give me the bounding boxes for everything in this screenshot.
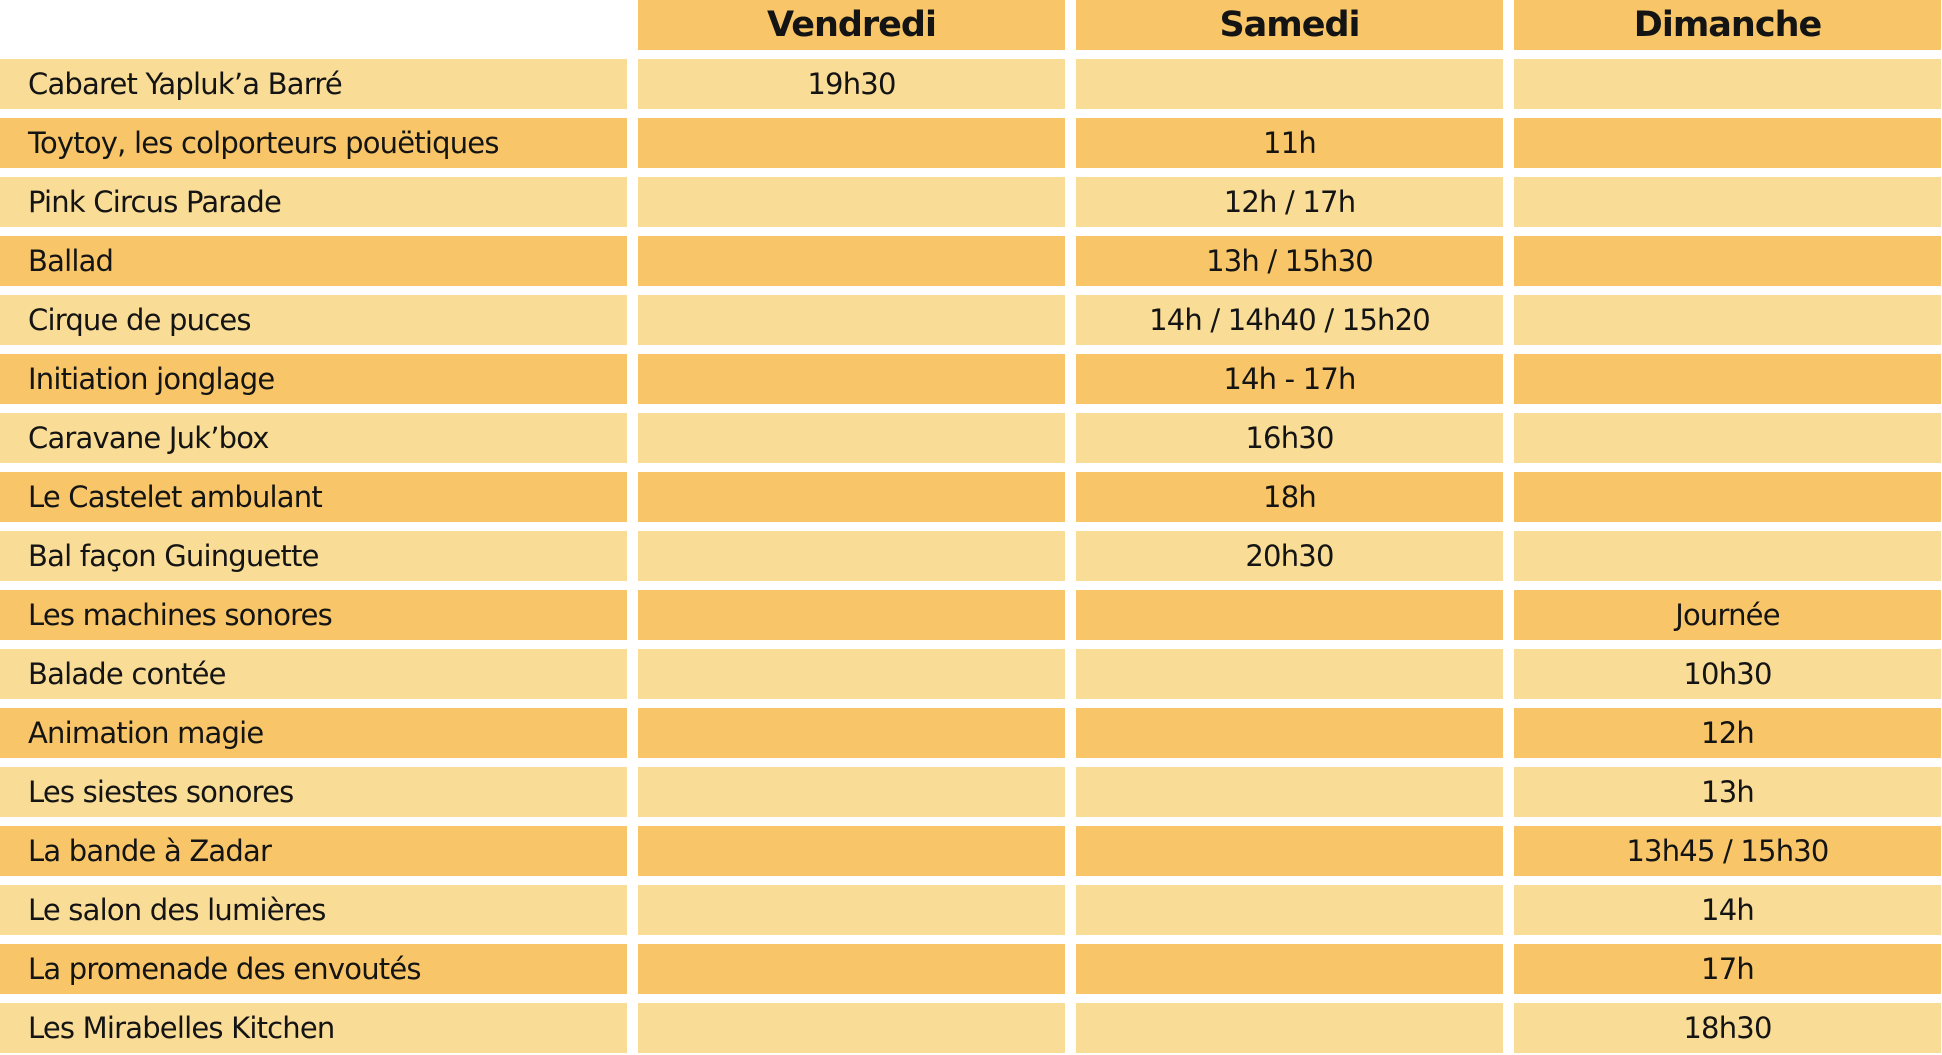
event-time-friday: 19h30 bbox=[638, 59, 1065, 109]
event-time-sunday bbox=[1514, 118, 1941, 168]
event-name: Cabaret Yapluk’a Barré bbox=[0, 59, 627, 109]
event-name: La bande à Zadar bbox=[0, 826, 627, 876]
header-day-sunday: Dimanche bbox=[1514, 0, 1941, 50]
event-time-saturday: 18h bbox=[1076, 472, 1503, 522]
header-day-saturday: Samedi bbox=[1076, 0, 1503, 50]
event-time-friday bbox=[638, 295, 1065, 345]
event-name: Cirque de puces bbox=[0, 295, 627, 345]
event-time-sunday: 12h bbox=[1514, 708, 1941, 758]
event-name: Pink Circus Parade bbox=[0, 177, 627, 227]
event-name: Le salon des lumières bbox=[0, 885, 627, 935]
event-name: Animation magie bbox=[0, 708, 627, 758]
event-time-sunday: 14h bbox=[1514, 885, 1941, 935]
event-time-friday bbox=[638, 236, 1065, 286]
event-time-sunday bbox=[1514, 236, 1941, 286]
event-name: Ballad bbox=[0, 236, 627, 286]
event-time-friday bbox=[638, 118, 1065, 168]
event-name: Le Castelet ambulant bbox=[0, 472, 627, 522]
event-time-sunday: 10h30 bbox=[1514, 649, 1941, 699]
event-time-saturday bbox=[1076, 885, 1503, 935]
event-name: Balade contée bbox=[0, 649, 627, 699]
event-time-sunday bbox=[1514, 354, 1941, 404]
event-time-friday bbox=[638, 885, 1065, 935]
event-time-saturday bbox=[1076, 826, 1503, 876]
event-time-sunday bbox=[1514, 295, 1941, 345]
event-time-friday bbox=[638, 472, 1065, 522]
event-time-sunday bbox=[1514, 531, 1941, 581]
event-name: Bal façon Guinguette bbox=[0, 531, 627, 581]
event-time-friday bbox=[638, 708, 1065, 758]
header-corner-cell bbox=[0, 0, 627, 50]
event-time-saturday: 20h30 bbox=[1076, 531, 1503, 581]
event-time-friday bbox=[638, 531, 1065, 581]
event-time-friday bbox=[638, 590, 1065, 640]
event-name: Initiation jonglage bbox=[0, 354, 627, 404]
event-time-saturday bbox=[1076, 649, 1503, 699]
event-time-saturday: 16h30 bbox=[1076, 413, 1503, 463]
event-time-saturday bbox=[1076, 708, 1503, 758]
header-day-friday: Vendredi bbox=[638, 0, 1065, 50]
event-time-friday bbox=[638, 826, 1065, 876]
event-time-sunday bbox=[1514, 177, 1941, 227]
event-name: Les Mirabelles Kitchen bbox=[0, 1003, 627, 1053]
event-time-saturday bbox=[1076, 1003, 1503, 1053]
event-name: La promenade des envoutés bbox=[0, 944, 627, 994]
event-time-sunday bbox=[1514, 472, 1941, 522]
event-name: Caravane Juk’box bbox=[0, 413, 627, 463]
event-time-sunday: 18h30 bbox=[1514, 1003, 1941, 1053]
event-time-sunday: 13h45 / 15h30 bbox=[1514, 826, 1941, 876]
event-time-saturday bbox=[1076, 767, 1503, 817]
event-time-friday bbox=[638, 767, 1065, 817]
event-time-saturday: 11h bbox=[1076, 118, 1503, 168]
event-time-sunday: 17h bbox=[1514, 944, 1941, 994]
event-time-saturday: 12h / 17h bbox=[1076, 177, 1503, 227]
event-time-friday bbox=[638, 413, 1065, 463]
event-name: Les machines sonores bbox=[0, 590, 627, 640]
event-time-friday bbox=[638, 944, 1065, 994]
event-time-saturday bbox=[1076, 590, 1503, 640]
event-name: Les siestes sonores bbox=[0, 767, 627, 817]
event-time-sunday bbox=[1514, 413, 1941, 463]
event-time-saturday bbox=[1076, 944, 1503, 994]
event-time-friday bbox=[638, 177, 1065, 227]
event-time-sunday: 13h bbox=[1514, 767, 1941, 817]
event-time-saturday: 14h / 14h40 / 15h20 bbox=[1076, 295, 1503, 345]
event-time-friday bbox=[638, 649, 1065, 699]
event-time-friday bbox=[638, 354, 1065, 404]
event-time-saturday: 14h - 17h bbox=[1076, 354, 1503, 404]
event-time-saturday: 13h / 15h30 bbox=[1076, 236, 1503, 286]
event-time-saturday bbox=[1076, 59, 1503, 109]
event-name: Toytoy, les colporteurs pouëtiques bbox=[0, 118, 627, 168]
event-time-sunday: Journée bbox=[1514, 590, 1941, 640]
event-time-sunday bbox=[1514, 59, 1941, 109]
event-time-friday bbox=[638, 1003, 1065, 1053]
